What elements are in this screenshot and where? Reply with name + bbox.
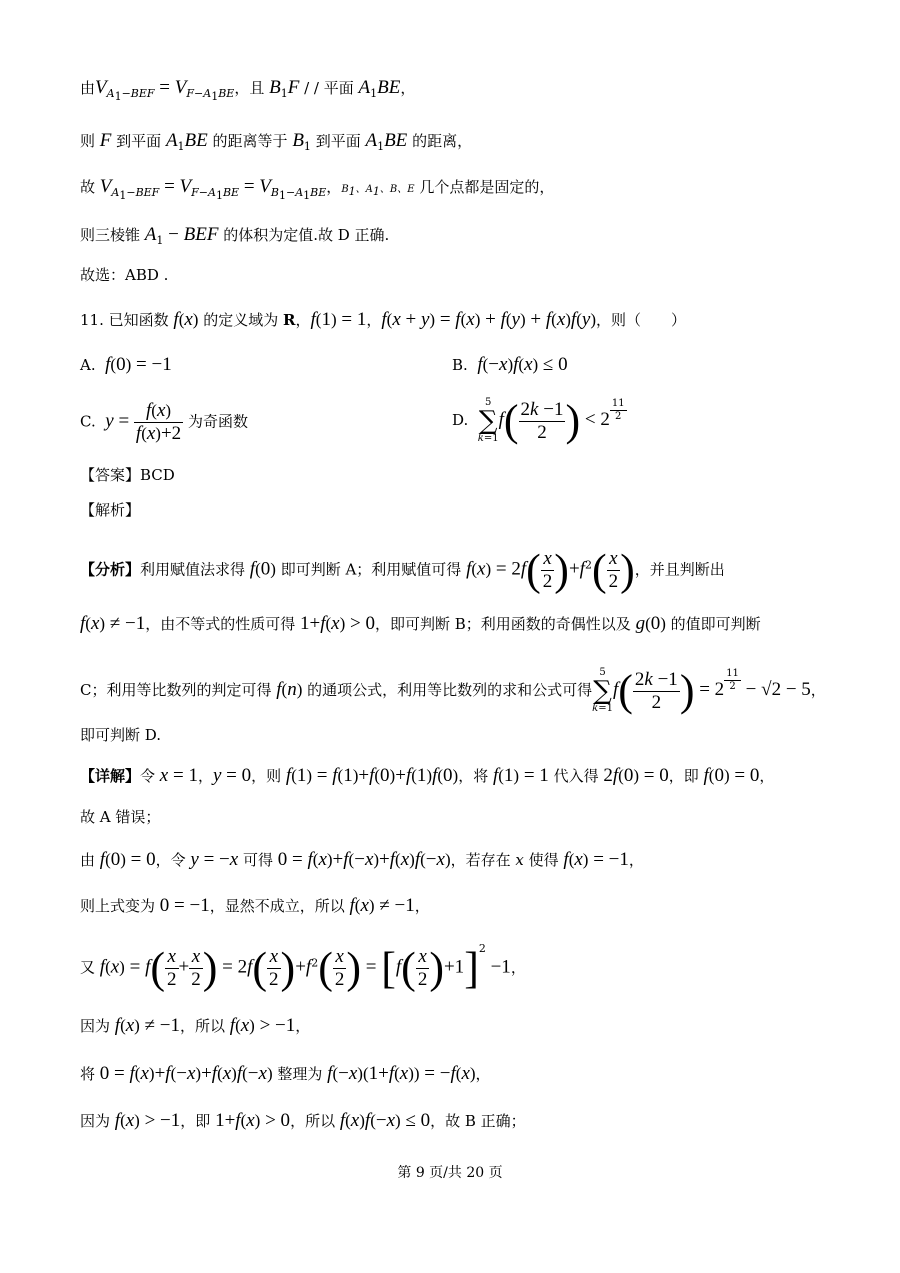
text-line-2: 则 F 到平面 $A_1BE$ 的距离等于 $B_1$ 到平面 $A_1BE$ 的距离，	[80, 130, 473, 153]
analysis-label: 【解析】	[80, 501, 141, 519]
option-b: B. f(−x)f(x) ≤ 0	[452, 354, 568, 375]
question-11-stem: 11. 已知函数 f(x) 的定义域为 R，f(1) = 1，f(x + y) = f(x) + f(y) + f(x)f(y)，则（ ）	[80, 309, 686, 330]
solution-line-3: 由 f(0) = 0，令 y = −x 可得 0 = f(x)+f(−x)+f(x)f(−x)，若存在 x 使得 f(x) = −1，	[80, 849, 644, 870]
page-footer: 第 9 页/共 20 页	[397, 1165, 503, 1181]
solution-line-1: 【详解】令 x = 1，y = 0，则 f(1) = f(1)+f(0)+f(1)f(0)，将 f(1) = 1 代入得 2f(0) = 0，即 f(0) = 0，	[80, 765, 775, 786]
solution-line-4: 则上式变为 0 = −1，显然不成立，所以 f(x) ≠ −1，	[80, 895, 430, 916]
text-line-4: 则三棱锥 $A_1$ − BEF 的体积为定值.故 D 正确.	[80, 224, 390, 247]
analysis-line-2: f(x) ≠ −1，由不等式的性质可得 1+f(x) > 0，即可判断 B；利用函数的奇偶性以及 g(0) 的值即可判断	[80, 613, 761, 634]
solution-line-8: 因为 f(x) > −1，即 1+f(x) > 0，所以 f(x)f(−x) ≤ 0，故 B 正确；	[80, 1110, 526, 1131]
analysis-line-4: 即可判断 D.	[80, 726, 162, 744]
text-line-3: 故 $V_{A_1-BEF} = V_{F-A_1BE} = V_{B_1-A_1BE}$，$B_1$、$A_1$、B、E 几个点都是固定的，	[80, 176, 555, 203]
solution-line-7: 将 0 = f(x)+f(−x)+f(x)f(−x) 整理为 f(−x)(1+f(x)) = −f(x)，	[80, 1063, 491, 1084]
option-d: D. 5 ∑ k=1 f( $\frac{2k -1}{2}$ ) < 2 $^{\frac{11}{2}}$	[452, 396, 625, 445]
answer-label: 【答案】BCD	[80, 466, 175, 484]
option-a: A. f(0) = −1	[80, 354, 172, 375]
analysis-line-3: C；利用等比数列的判定可得 f(n) 的通项公式，利用等比数列的求和公式可得 5 ∑ k=1 f( $\frac{2k -1}{2}$ ) = 2 $^{\frac{11}{2}}$ − √2 − 5，	[80, 666, 826, 715]
option-c: C. y = $\frac{f(x)}{f(x)+2}$ 为奇函数	[80, 400, 248, 444]
text-line-1: 由$V_{A_1-BEF} = V_{F-A_1BE}$，且 $B_1F$ / / 平面 $A_1BE$，	[80, 77, 416, 104]
solution-line-6: 因为 f(x) ≠ −1，所以 f(x) > −1，	[80, 1015, 311, 1036]
solution-line-5: 又 f(x) = f( $\frac{x}{2}$ + $\frac{x}{2}$ ) = 2f( $\frac{x}{2}$ )$+f^2$( $\frac{x}{2}$ ) = [f( $\frac{x}{2}$ )+1]$^2$ −1，	[80, 942, 526, 993]
analysis-line-1: 【分析】利用赋值法求得 f(0) 即可判断 A；利用赋值可得 f(x) = 2f( $\frac{x}{2}$ )$+f^2$( $\frac{x}{2}$ )，并且判断出	[80, 545, 725, 595]
text-line-5: 故选：ABD .	[80, 266, 169, 284]
solution-line-2: 故 A 错误；	[80, 808, 161, 826]
